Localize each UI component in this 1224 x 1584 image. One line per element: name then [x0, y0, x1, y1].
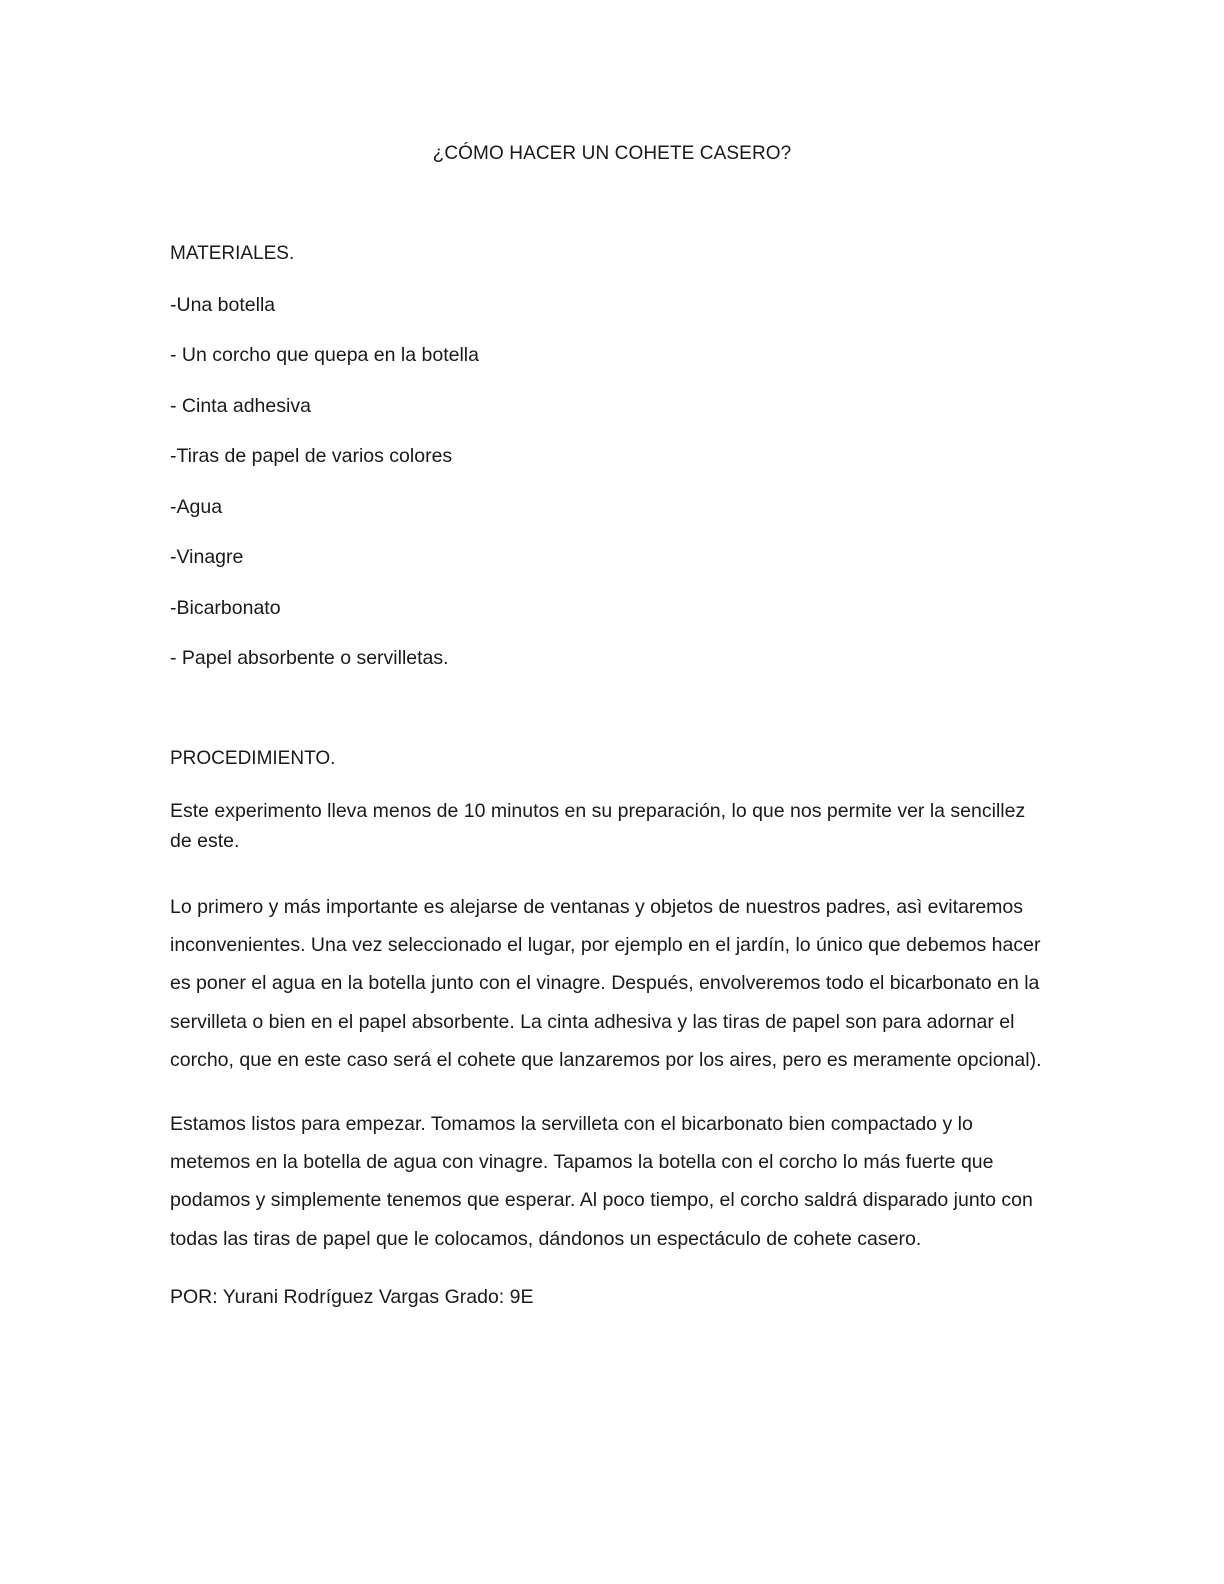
- material-item: -Bicarbonato: [170, 596, 281, 619]
- materials-heading: MATERIALES.: [170, 243, 295, 264]
- procedure-intro: Este experimento lleva menos de 10 minutos en su preparación, lo que nos permite ver la sencillez de este.: [170, 800, 1026, 852]
- procedure-heading: PROCEDIMIENTO.: [170, 748, 336, 769]
- procedure-section: [170, 746, 1050, 1312]
- procedure-paragraph: Lo primero y más importante es alejarse de ventanas y objetos de nuestros padres, asì evitaremos inconvenientes. Una vez seleccionado el lugar, por ejemplo en el jardín, lo único que debemos hacer es poner el agua en la botella junto con el vinagre. Después, envolveremos todo el bicarbonato en la servilleta o bien en el papel absorbente. La cinta adhesiva y las tiras de papel son para adornar el corcho, que en este caso será el cohete que lanzaremos por los aires, pero es meramente opcional).: [170, 896, 1042, 1071]
- material-item: - Cinta adhesiva: [170, 394, 311, 417]
- author-line: POR: Yurani Rodríguez Vargas Grado: 9E: [170, 1285, 534, 1308]
- material-item: -Una botella: [170, 293, 276, 316]
- material-item: - Un corcho que quepa en la botella: [170, 344, 479, 366]
- materials-list: [170, 292, 1050, 672]
- procedure-paragraph: Estamos listos para empezar. Tomamos la servilleta con el bicarbonato bien compactado y lo metemos en la botella de agua con vinagre. Tapamos la botella con el corcho lo más fuerte que podamos y simplemente tenemos que esperar. Al poco tiempo, el corcho saldrá disparado junto con todas las tiras de papel que le colocamos, dándonos un espectáculo de cohete casero.: [170, 1113, 1033, 1250]
- material-item: -Agua: [170, 495, 223, 518]
- materials-section: [170, 241, 1050, 671]
- material-item: -Tiras de papel de varios colores: [170, 445, 453, 467]
- document-title: ¿CÓMO HACER UN COHETE CASERO?: [432, 143, 792, 164]
- material-item: -Vinagre: [170, 546, 244, 568]
- material-item: - Papel absorbente o servilletas.: [170, 647, 449, 669]
